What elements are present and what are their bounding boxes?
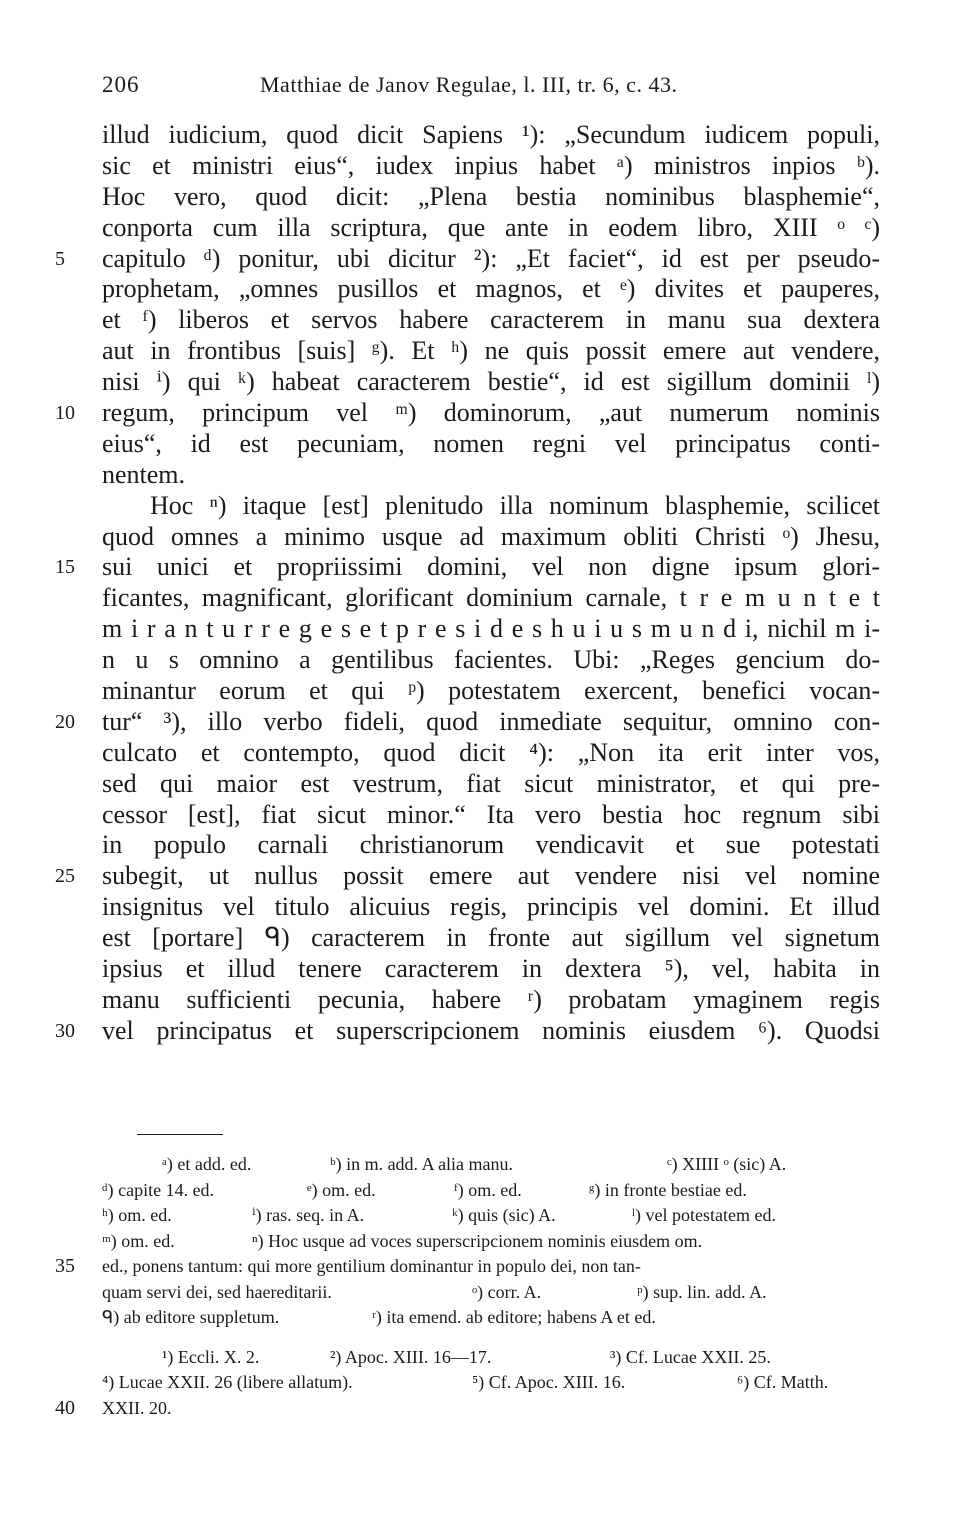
text-line (102, 923, 880, 954)
footnote-entry: ʳ) ita emend. ab editore; habens A et ed. (372, 1307, 656, 1327)
footnotes (55, 1152, 880, 1421)
footnote-entry: ᵇ) in m. add. A alia manu. (330, 1154, 514, 1174)
text-line (55, 1015, 880, 1047)
footnote-line (102, 1370, 880, 1396)
line-text: nentem. (102, 459, 186, 489)
text-line (102, 213, 880, 244)
line-text: aut in frontibus [suis] ᵍ). Et ʰ) ne quis possit emere aut vendere, (102, 336, 880, 366)
text-line (102, 336, 880, 367)
footnote-entry: ᵃ) et add. ed. (162, 1154, 252, 1174)
line-text: sed qui maior est vestrum, fiat sicut ministrator, et qui pre- (102, 768, 880, 798)
text-line (102, 120, 880, 151)
footnote-entry: ᵈ) capite 14. ed. (102, 1179, 215, 1200)
text-line (102, 522, 880, 553)
line-text: et ᶠ) liberos et servos habere caracterem in manu sua dextera (102, 305, 880, 335)
line-text: cessor [est], fiat sicut minor.“ Ita vero bestia hoc regnum sibi (102, 799, 880, 829)
line-text: sic et ministri eius“, iudex inpius habet ᵃ) ministros inpios ᵇ). (102, 150, 880, 180)
line-text: eius“, id est pecuniam, nomen regni vel principatus conti- (102, 428, 880, 458)
footnote-line (102, 1152, 880, 1178)
line-text: subegit, ut nullus possit emere aut vendere nisi vel nomine (102, 861, 880, 891)
line-text: Hoc ⁿ) itaque [est] plenitudo illa nominum blasphemie, scilicet (150, 490, 880, 520)
footnote-entry: ed., ponens tantum: qui more gentilium dominantur in populo dei, non tan- (102, 1256, 641, 1276)
footnote-entry: XXII. 20. (102, 1397, 172, 1418)
footnote-entry: ⁱ) ras. seq. in A. (252, 1205, 365, 1225)
footnote-line (55, 1254, 880, 1280)
footnote-entry: ⁴) Lucae XXII. 26 (libere allatum). (102, 1372, 353, 1392)
footnote-line (102, 1178, 880, 1204)
text-line (102, 460, 880, 491)
footnote-rule (137, 1134, 223, 1135)
page-number: 206 (102, 72, 140, 97)
text-line (102, 429, 880, 460)
text-line (102, 800, 880, 831)
text-line (55, 861, 880, 892)
footnote-entry: ᑫ) ab editore suppletum. (102, 1307, 280, 1327)
footnote-entry: ¹) Eccli. X. 2. (162, 1346, 260, 1367)
line-text: est [portare] ᑫ) caracterem in fronte aut sigillum vel signetum (102, 923, 880, 953)
text-line (55, 706, 880, 738)
text-line (102, 985, 880, 1016)
line-text: conporta cum illa scriptura, que ante in eodem libro, XIII ᵒ ᶜ) (102, 212, 880, 242)
footnote-line (55, 1396, 880, 1422)
footnote-entry: ᶠ) om. ed. (454, 1179, 522, 1200)
text-line (102, 583, 880, 614)
footnote-entry: ᵖ) sup. lin. add. A. (637, 1281, 767, 1302)
line-number: 30 (55, 1019, 75, 1042)
line-text: sui unici et propriissimi domini, vel non digne ipsum glori- (102, 552, 880, 582)
footnote-entry: ᵏ) quis (sic) A. (452, 1205, 556, 1225)
line-text: culcato et contempto, quod dicit ⁴): „Non ita erit inter vos, (102, 737, 880, 767)
line-text: vel principatus et superscripcionem nominis eiusdem ⁶). Quodsi (102, 1015, 880, 1045)
footnote-entry: ²) Apoc. XIII. 16—17. (330, 1346, 492, 1367)
text-line (102, 830, 880, 861)
line-text: regum, principum vel ᵐ) dominorum, „aut numerum nominis (102, 398, 880, 428)
footnote-line (102, 1345, 880, 1371)
line-text: Hoc vero, quod dicit: „Plena bestia nominibus blasphemie“, (102, 181, 880, 211)
text-line (102, 491, 880, 522)
line-text: quod omnes a minimo usque ad maximum obliti Christi ᵒ) Jhesu, (102, 521, 880, 551)
text-line (102, 738, 880, 769)
text-line (102, 151, 880, 182)
line-text: nisi ⁱ) qui ᵏ) habeat caracterem bestie“, id est sigillum dominii ˡ) (102, 367, 880, 397)
text-line (55, 552, 880, 583)
line-text: ipsius et illud tenere caracterem in dextera ⁵), vel, habita in (102, 954, 880, 984)
footnote-entry: ᶜ) XIIII ᵒ (sic) A. (667, 1154, 787, 1174)
text-line (102, 769, 880, 800)
text-line (102, 676, 880, 707)
footnote-entry: ʰ) om. ed. (102, 1205, 172, 1225)
footnote-line (102, 1280, 880, 1306)
line-text: prophetam, „omnes pusillos et magnos, et ᵉ) divites et pauperes, (102, 274, 880, 304)
line-number: 35 (55, 1255, 75, 1277)
text-line (102, 892, 880, 923)
running-title: Matthiae de Janov Regulae, l. III, tr. 6, c. 43. (260, 72, 678, 97)
text-line (102, 367, 880, 398)
footnote-entry: quam servi dei, sed haereditarii. (102, 1281, 332, 1302)
line-number: 25 (55, 865, 75, 888)
line-text: illud iudicium, quod dicit Sapiens ¹): „Secundum iudicem populi, (102, 120, 880, 149)
line-text: capitulo ᵈ) ponitur, ubi dicitur ²): „Et faciet“, id est per pseudo- (102, 243, 880, 273)
line-text: in populo carnali christianorum vendicavit et sue potestati (102, 830, 880, 860)
footnote-line (102, 1229, 880, 1255)
text-line (55, 398, 880, 429)
line-text: ficantes, magnificant, glorificant dominium carnale, t r e m u n t e t (102, 583, 880, 613)
line-text: tur“ ³), illo verbo fideli, quod inmediate sequitur, omnino con- (102, 706, 880, 736)
text-line (55, 243, 880, 275)
text-line (102, 274, 880, 305)
text-line (102, 954, 880, 985)
footnote-line (102, 1203, 880, 1229)
footnote-entry: ᵍ) in fronte bestiae ed. (589, 1179, 747, 1200)
line-text: insignitus vel titulo alicuius regis, principis vel domini. Et illud (102, 892, 880, 922)
footnote-line (102, 1305, 880, 1331)
footnote-entry: ˡ) vel potestatem ed. (632, 1205, 776, 1225)
line-number: 10 (55, 402, 75, 425)
text-line (102, 645, 880, 676)
footnote-entry: ⁶) Cf. Matth. (737, 1372, 829, 1392)
footnote-entry: ᵉ) om. ed. (307, 1179, 376, 1200)
line-text: minantur eorum et qui ᵖ) potestatem exercent, benefici vocan- (102, 676, 880, 706)
page-header (102, 72, 882, 102)
text-line (102, 182, 880, 213)
line-number: 15 (55, 556, 75, 579)
text-line (102, 614, 880, 645)
main-text (55, 120, 880, 1047)
line-text: n u s omnino a gentilibus facientes. Ubi: „Reges gencium do- (102, 645, 880, 675)
line-text: manu sufficienti pecunia, habere ʳ) probatam ymaginem regis (102, 984, 880, 1014)
line-text: m i r a n t u r r e g e s e t p r e s i d e s h u i u s m u n d i, nichil m i- (102, 614, 880, 644)
line-number: 20 (55, 710, 75, 733)
footnote-entry: ᵐ) om. ed. (102, 1230, 175, 1251)
text-line (102, 305, 880, 336)
footnote-entry: ⁿ) Hoc usque ad voces superscripcionem nominis eiusdem om. (252, 1230, 703, 1251)
line-number: 5 (55, 247, 65, 270)
footnote-entry: ᵒ) corr. A. (472, 1281, 542, 1302)
footnote-entry: ³) Cf. Lucae XXII. 25. (610, 1346, 771, 1367)
footnote-entry: ⁵) Cf. Apoc. XIII. 16. (472, 1372, 626, 1392)
line-number: 40 (55, 1396, 75, 1419)
